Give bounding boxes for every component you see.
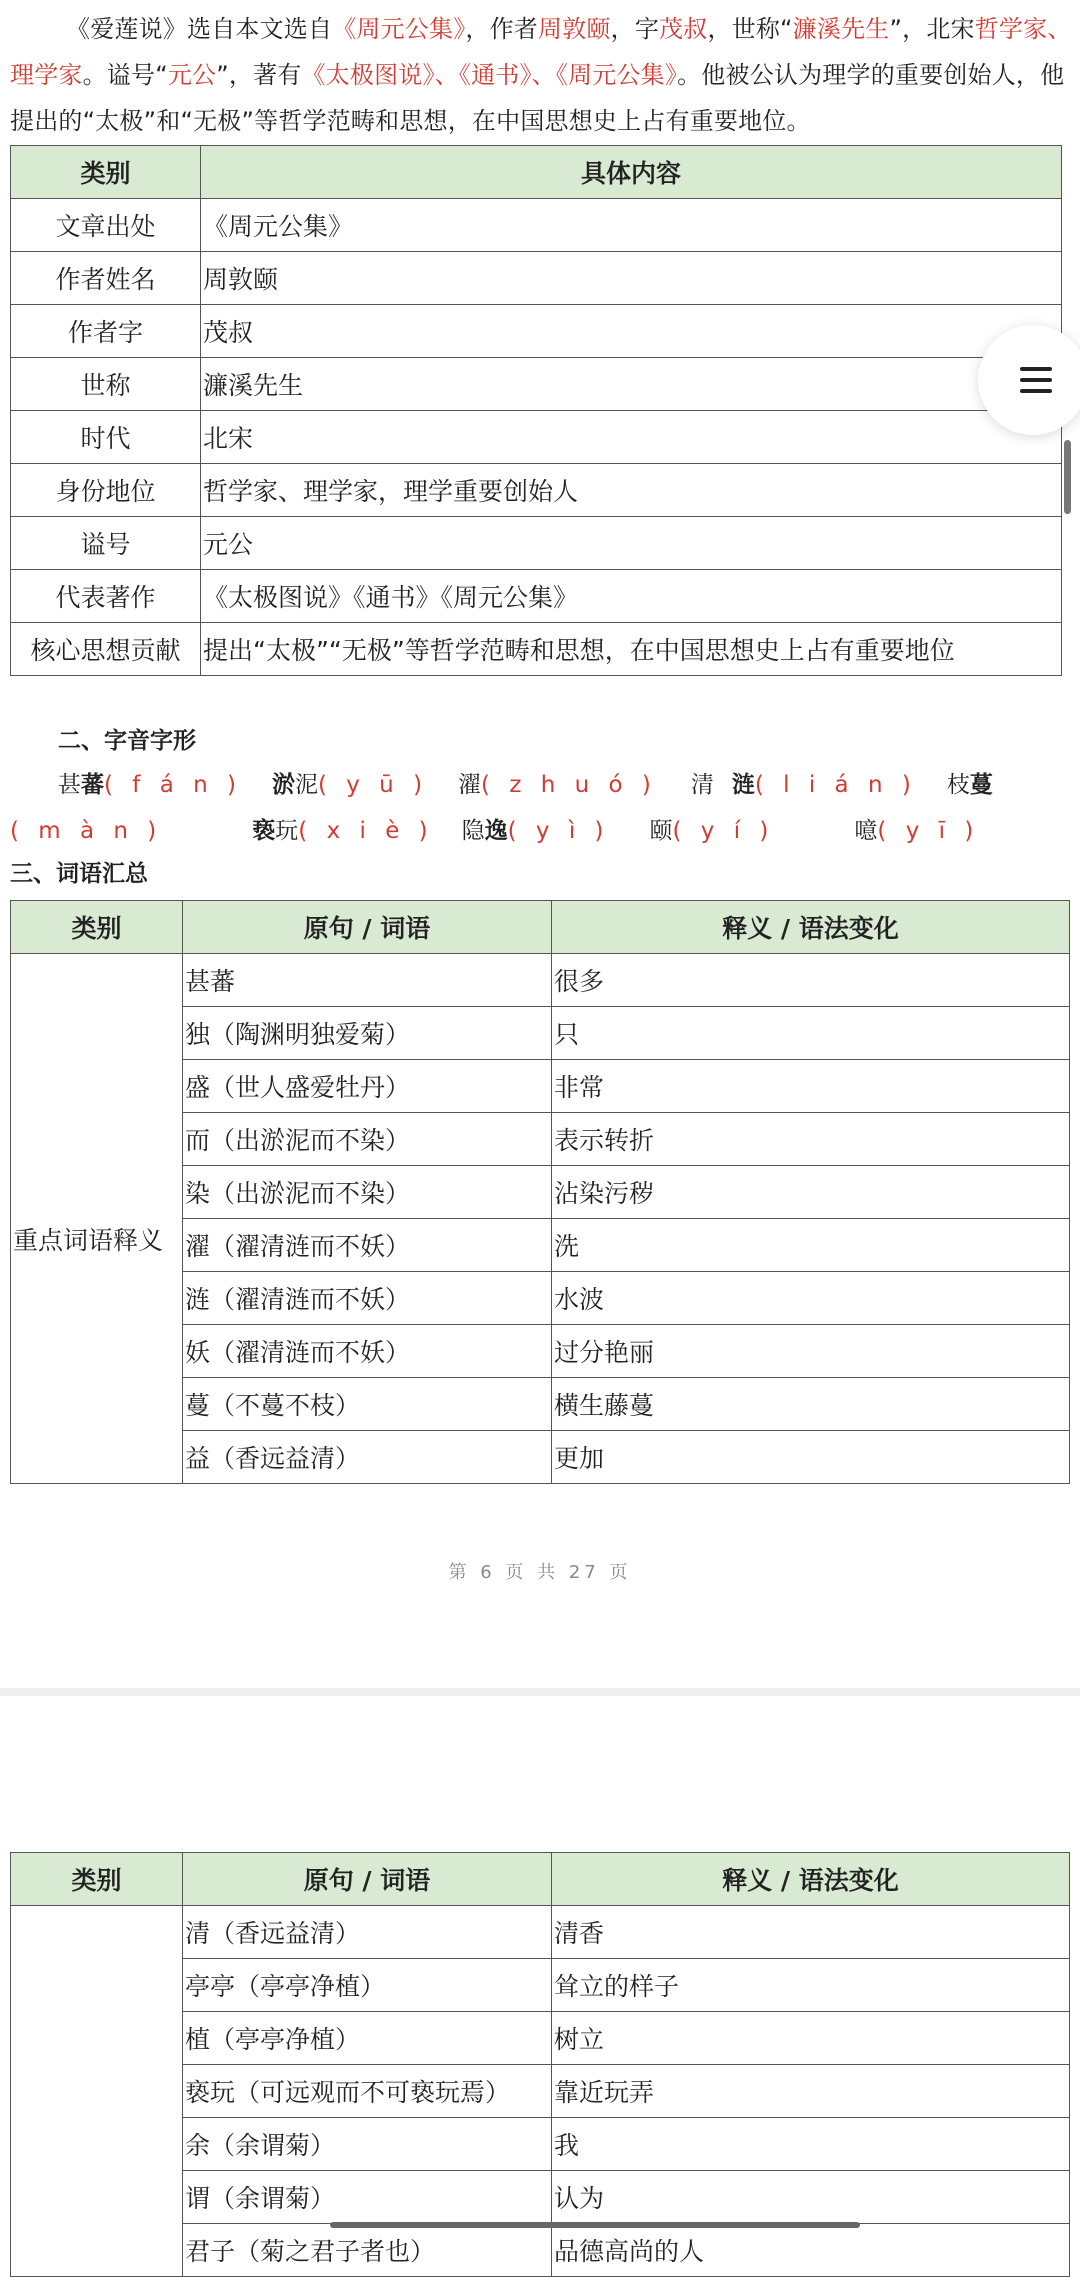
page-divider <box>0 1688 1080 1696</box>
table-cell: 认为 <box>552 2171 1070 2224</box>
char-text: 枝 <box>946 772 970 798</box>
pinyin-text: ( f á n ) <box>104 772 242 798</box>
table-header: 释义 / 语法变化 <box>552 1853 1070 1906</box>
hamburger-menu-icon <box>1020 389 1052 393</box>
table-cell: 哲学家、理学家，理学重要创始人 <box>201 464 1062 517</box>
section-heading-vocabulary: 三、词语汇总 <box>10 861 148 887</box>
table-cell: 文章出处 <box>11 199 201 252</box>
intro-highlight-zi: 茂叔 <box>659 15 708 43</box>
hamburger-menu-icon <box>1020 367 1052 371</box>
table-cell: 濯（濯清涟而不妖） <box>183 1219 552 1272</box>
table-header: 原句 / 词语 <box>183 1853 552 1906</box>
pinyin-item <box>691 772 917 798</box>
intro-highlight-work: 《周元公集》 <box>332 15 466 43</box>
table-cell: 只 <box>552 1007 1070 1060</box>
table-cell: 耸立的样子 <box>552 1959 1070 2012</box>
table-cell: 时代 <box>11 411 201 464</box>
table-cell: 清（香远益清） <box>183 1906 552 1959</box>
document-page-7 <box>0 1696 1080 2266</box>
pinyin-item <box>58 772 242 798</box>
table-cell: 余（余谓菊） <box>183 2118 552 2171</box>
table-cell: 表示转折 <box>552 1113 1070 1166</box>
char-text: 颐 <box>649 818 673 844</box>
table-row <box>11 623 1062 676</box>
table-header: 释义 / 语法变化 <box>552 901 1070 954</box>
pinyin-text: ( l i á n ) <box>754 772 917 798</box>
char-text: 玩 <box>275 818 299 844</box>
category-cell <box>11 1906 183 2277</box>
char-text: 濯 <box>458 772 482 798</box>
scrollbar-thumb[interactable] <box>1064 440 1071 514</box>
pinyin-text: ( y ì ) <box>507 818 610 844</box>
pinyin-item <box>650 818 775 844</box>
table-cell: 靠近玩弄 <box>552 2065 1070 2118</box>
table-cell: 很多 <box>552 954 1070 1007</box>
horizontal-scroll-indicator <box>330 2222 860 2228</box>
table-header: 类别 <box>11 1853 183 1906</box>
char-bold: 蔓 <box>969 772 993 798</box>
table-cell: 亭亭（亭亭净植） <box>183 1959 552 2012</box>
page-number: 第 6 页 共 27 页 <box>448 1562 632 1583</box>
intro-text: 。他被公认为理学的重要创始人，他提出的“太极”和“无极”等哲学范畴和思想，在中国思想史上占有重要地位。 <box>10 61 1065 135</box>
hamburger-menu-icon <box>1020 378 1052 382</box>
char-text: 甚 <box>58 772 81 798</box>
table-cell: 濂溪先生 <box>201 358 1062 411</box>
table-row <box>11 305 1062 358</box>
intro-text: ”，著有 <box>216 61 302 89</box>
table-row <box>11 199 1062 252</box>
table-cell: 水波 <box>552 1272 1070 1325</box>
pinyin-item <box>462 818 610 844</box>
table-cell: 清香 <box>552 1906 1070 1959</box>
table-cell: 非常 <box>552 1060 1070 1113</box>
table-row <box>11 252 1062 305</box>
table-cell: 世称 <box>11 358 201 411</box>
table-cell: 益（香远益清） <box>183 1431 552 1484</box>
table-cell: 品德高尚的人 <box>552 2224 1070 2277</box>
table-row <box>11 464 1062 517</box>
table-cell: 《周元公集》 <box>201 199 1062 252</box>
table-cell: 北宋 <box>201 411 1062 464</box>
author-info-table <box>10 145 1062 676</box>
pinyin-text: ( y í ) <box>672 818 775 844</box>
table-header: 具体内容 <box>201 146 1062 199</box>
table-cell: 我 <box>552 2118 1070 2171</box>
pinyin-text: ( y ī ) <box>877 818 980 844</box>
table-cell: 涟（濯清涟而不妖） <box>183 1272 552 1325</box>
table-cell: 谥号 <box>11 517 201 570</box>
intro-paragraph <box>10 6 1072 144</box>
intro-highlight-title: 濂溪先生 <box>792 15 890 43</box>
menu-button[interactable] <box>978 325 1080 435</box>
table-cell: 作者字 <box>11 305 201 358</box>
table-row <box>11 411 1062 464</box>
pinyin-text: ( x i è ) <box>298 818 434 844</box>
intro-highlight-author: 周敦颐 <box>538 15 611 43</box>
pinyin-item <box>272 772 428 798</box>
char-bold: 亵 <box>252 818 276 844</box>
table-cell: 代表著作 <box>11 570 201 623</box>
table-cell: 茂叔 <box>201 305 1062 358</box>
table-header: 类别 <box>11 901 183 954</box>
intro-text: ”，北宋 <box>889 15 975 43</box>
pinyin-line <box>10 766 1075 799</box>
table-cell: 盛（世人盛爱牡丹） <box>183 1060 552 1113</box>
table-header: 原句 / 词语 <box>183 901 552 954</box>
pinyin-line <box>10 812 1075 845</box>
table-cell: 独（陶渊明独爱菊） <box>183 1007 552 1060</box>
intro-highlight-identity: 哲学家、理学家 <box>10 15 1072 89</box>
table-cell: 树立 <box>552 2012 1070 2065</box>
intro-text: ，世称“ <box>707 15 793 43</box>
table-cell: 甚蕃 <box>183 954 552 1007</box>
table-cell: 核心思想贡献 <box>11 623 201 676</box>
char-text: 清 <box>690 772 714 798</box>
vocabulary-table-continued <box>10 1852 1070 2277</box>
intro-text: 《爱莲说》选自本文选自 <box>66 15 333 43</box>
char-bold: 逸 <box>484 818 508 844</box>
pinyin-item <box>458 772 657 798</box>
table-cell: 元公 <box>201 517 1062 570</box>
intro-text: ，字 <box>610 15 660 43</box>
char-bold: 蕃 <box>81 772 104 798</box>
table-row <box>11 954 1070 1007</box>
pinyin-item <box>947 772 993 798</box>
table-cell: 妖（濯清涟而不妖） <box>183 1325 552 1378</box>
pinyin-item <box>854 818 979 844</box>
table-cell: 植（亭亭净植） <box>183 2012 552 2065</box>
table-row <box>11 1906 1070 1959</box>
table-cell: 身份地位 <box>11 464 201 517</box>
table-cell: 《太极图说》《通书》《周元公集》 <box>201 570 1062 623</box>
table-cell: 周敦颐 <box>201 252 1062 305</box>
table-cell: 提出“太极”“无极”等哲学范畴和思想，在中国思想史上占有重要地位 <box>201 623 1062 676</box>
table-cell: 谓（余谓菊） <box>183 2171 552 2224</box>
table-row <box>11 570 1062 623</box>
pinyin-text: ( m à n ) <box>10 818 163 844</box>
intro-highlight-posthumous: 元公 <box>167 61 217 89</box>
table-cell: 染（出淤泥而不染） <box>183 1166 552 1219</box>
table-cell: 亵玩（可远观而不可亵玩焉） <box>183 2065 552 2118</box>
vocabulary-table <box>10 900 1070 1484</box>
category-cell: 重点词语释义 <box>11 954 183 1484</box>
char-text: 噫 <box>854 818 878 844</box>
pinyin-item <box>252 818 433 844</box>
char-bold: 涟 <box>731 772 755 798</box>
pinyin-text: ( y ū ) <box>317 772 429 798</box>
table-cell: 沾染污秽 <box>552 1166 1070 1219</box>
table-cell: 过分艳丽 <box>552 1325 1070 1378</box>
table-cell: 君子（菊之君子者也） <box>183 2224 552 2277</box>
char-bold: 淤 <box>271 772 295 798</box>
table-cell: 蔓（不蔓不枝） <box>183 1378 552 1431</box>
char-text: 隐 <box>461 818 485 844</box>
intro-text: ，作者 <box>465 15 539 43</box>
intro-highlight-works: 《太极图说》、《通书》、《周元公集》 <box>301 61 678 89</box>
intro-text: 。谥号“ <box>82 61 168 89</box>
table-row <box>11 517 1062 570</box>
table-cell: 洗 <box>552 1219 1070 1272</box>
table-cell: 而（出淤泥而不染） <box>183 1113 552 1166</box>
table-cell: 横生藤蔓 <box>552 1378 1070 1431</box>
pinyin-text: ( z h u ó ) <box>481 772 657 798</box>
char-text: 泥 <box>294 772 318 798</box>
table-cell: 更加 <box>552 1431 1070 1484</box>
table-header: 类别 <box>11 146 201 199</box>
section-heading-pronunciation: 二、字音字形 <box>58 728 196 754</box>
table-cell: 作者姓名 <box>11 252 201 305</box>
table-row <box>11 358 1062 411</box>
